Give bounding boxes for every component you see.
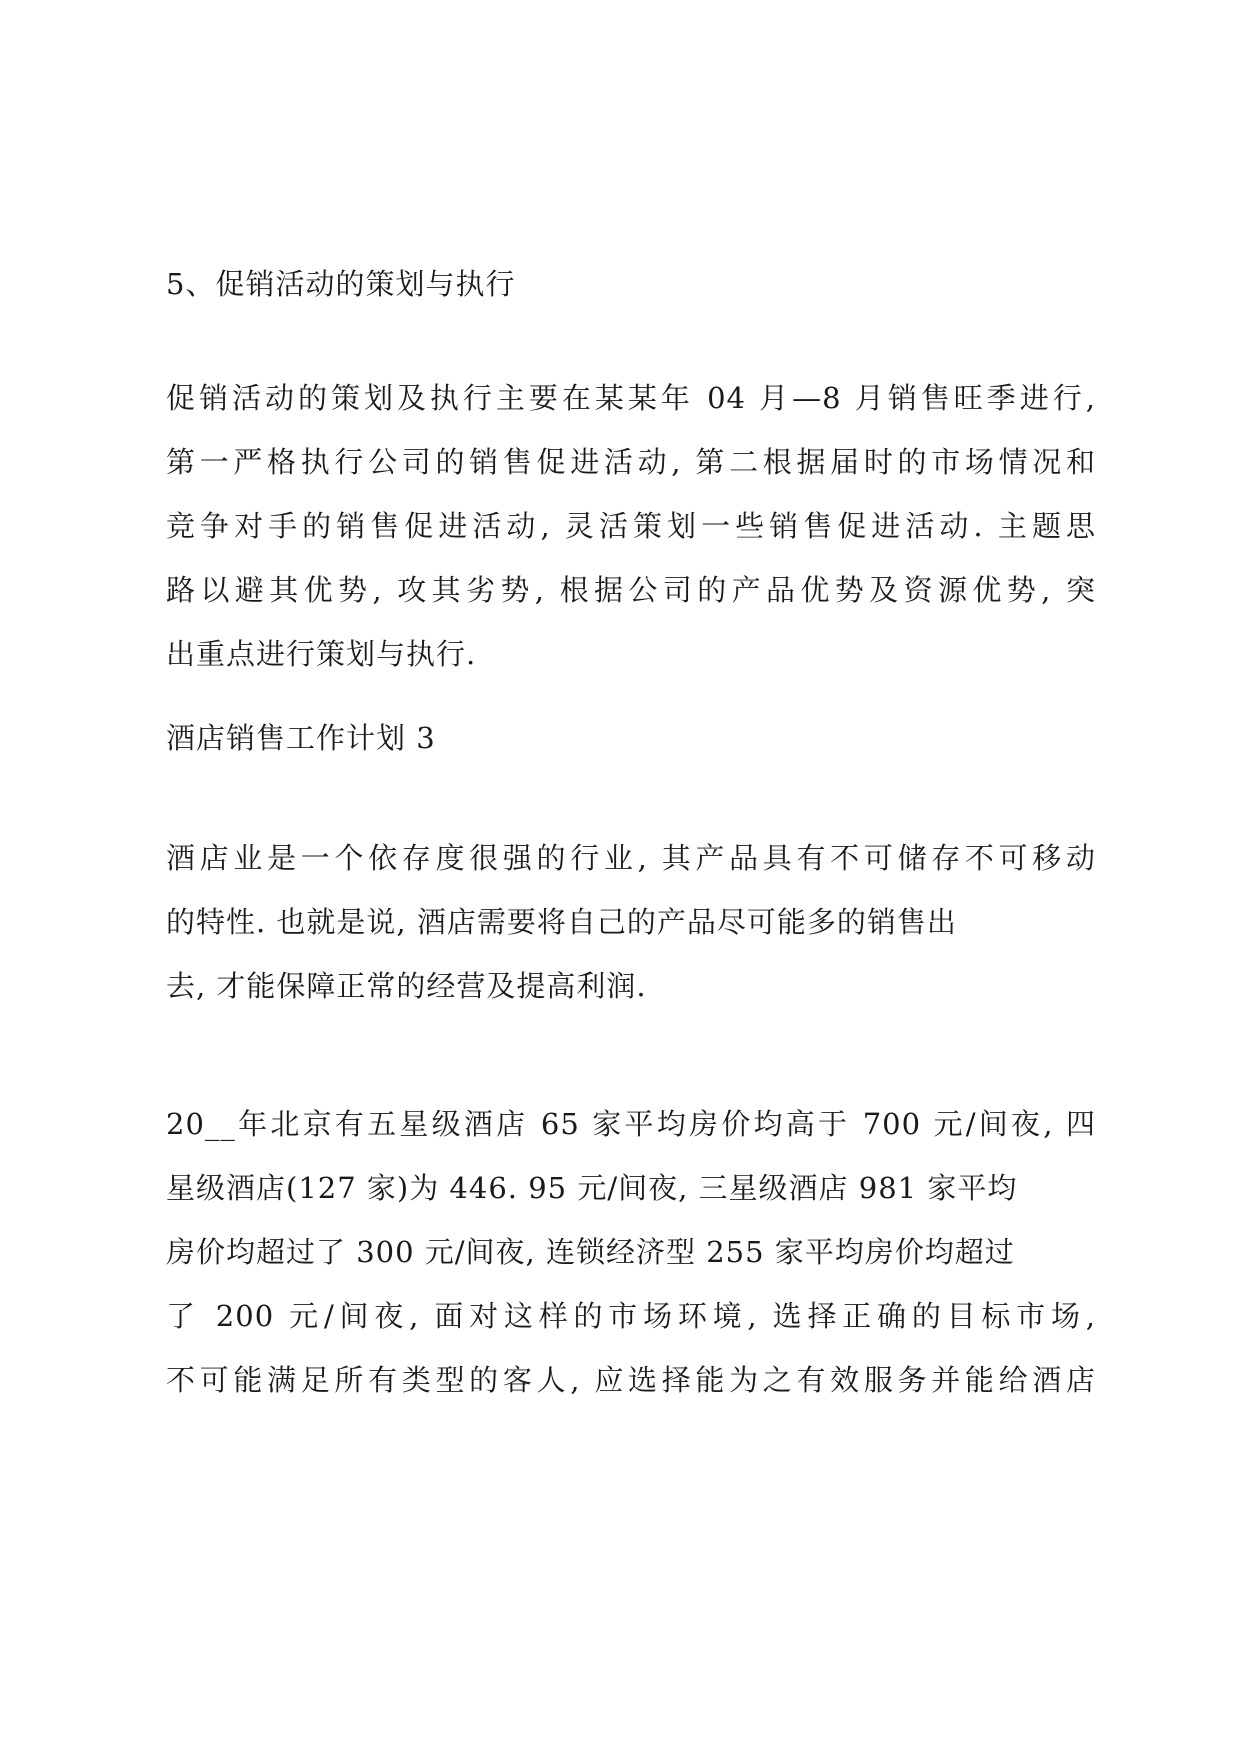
heading-text: 5、促销活动的策划与执行 — [166, 267, 516, 301]
paragraph-line: 20__年北京有五星级酒店 65 家平均房价均高于 700 元/间夜, 四 — [166, 1107, 1096, 1141]
heading-text: 酒店销售工作计划 3 — [166, 721, 436, 755]
paragraph-line: 的特性. 也就是说, 酒店需要将自己的产品尽可能多的销售出 — [166, 905, 957, 939]
paragraph-promotion — [166, 366, 1096, 686]
paragraph-line: 去, 才能保障正常的经营及提高利润. — [166, 969, 647, 1003]
paragraph-line: 了 200 元/间夜, 面对这样的市场环境, 选择正确的目标市场, — [166, 1299, 1096, 1333]
paragraph-industry — [166, 826, 1096, 1018]
paragraph-line: 出重点进行策划与执行. — [166, 637, 477, 671]
paragraph-line: 星级酒店(127 家)为 446. 95 元/间夜, 三星级酒店 981 家平均 — [166, 1171, 1018, 1205]
section-heading-promotion — [166, 252, 1096, 316]
paragraph-line: 路以避其优势, 攻其劣势, 根据公司的产品优势及资源优势, 突 — [166, 573, 1096, 607]
paragraph-line: 不可能满足所有类型的客人, 应选择能为之有效服务并能给酒店 — [166, 1363, 1096, 1397]
section-heading-plan-3 — [166, 706, 1096, 770]
paragraph-line: 房价均超过了 300 元/间夜, 连锁经济型 255 家平均房价均超过 — [166, 1235, 1015, 1269]
paragraph-line: 促销活动的策划及执行主要在某某年 04 月—8 月销售旺季进行, — [166, 381, 1096, 415]
paragraph-market — [166, 1092, 1096, 1412]
paragraph-line: 酒店业是一个依存度很强的行业, 其产品具有不可储存不可移动 — [166, 841, 1096, 875]
paragraph-line: 第一严格执行公司的销售促进活动, 第二根据届时的市场情况和 — [166, 445, 1096, 479]
paragraph-line: 竞争对手的销售促进活动, 灵活策划一些销售促进活动. 主题思 — [166, 509, 1096, 543]
